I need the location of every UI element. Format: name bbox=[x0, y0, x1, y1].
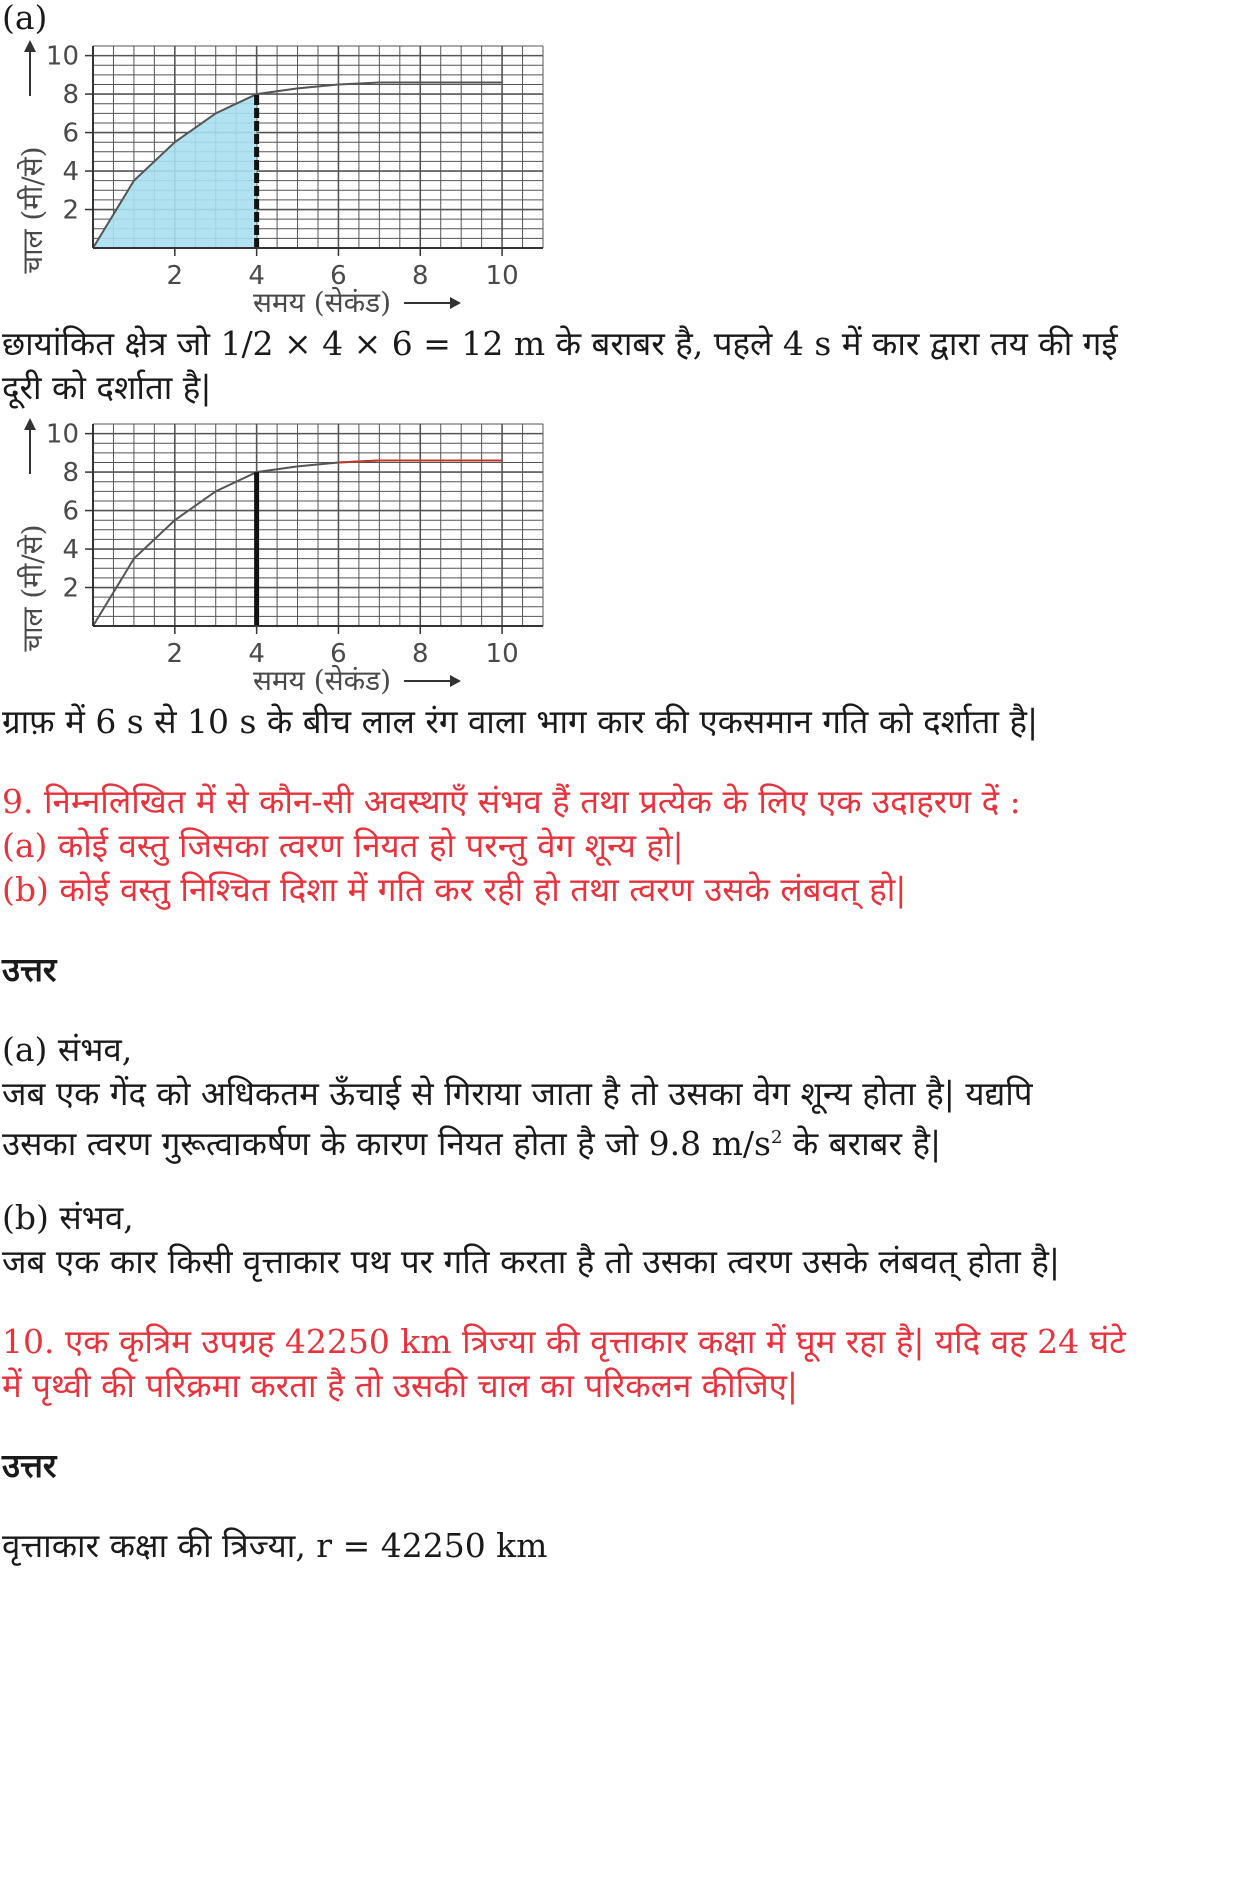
x-axis-arrow-head bbox=[450, 675, 461, 687]
x-tick-label: 10 bbox=[485, 639, 519, 669]
text-a-line2: दूरी को दर्शाता है| bbox=[2, 368, 212, 407]
q9-line1: 9. निम्नलिखित में से कौन-सी अवस्थाएँ संभव हैं तथा प्रत्येक के लिए एक उदाहरण दें : bbox=[2, 782, 1021, 821]
x-tick-label: 10 bbox=[485, 261, 519, 291]
y-axis-label: चाल (मी/से) bbox=[16, 146, 49, 274]
ans9-b-title: (b) संभव, bbox=[2, 1198, 134, 1237]
text-b-line1: ग्राफ़ में 6 s से 10 s के बीच लाल रंग वाला भाग कार की एकसमान गति को दर्शाता है| bbox=[2, 702, 1039, 741]
x-tick-label: 2 bbox=[166, 639, 184, 669]
q10-line2: में पृथ्वी की परिक्रमा करता है तो उसकी चाल का परिकलन कीजिए| bbox=[2, 1366, 799, 1405]
ans9-a-title: (a) संभव, bbox=[2, 1030, 133, 1069]
q9-line2: (a) कोई वस्तु जिसका त्वरण नियत हो परन्तु वेग शून्य हो| bbox=[2, 826, 684, 865]
y-axis-arrow-head bbox=[24, 40, 36, 52]
x-tick-label: 4 bbox=[248, 261, 265, 291]
x-tick-label: 8 bbox=[411, 639, 429, 669]
y-tick-label: 6 bbox=[62, 118, 79, 149]
x-tick-label: 2 bbox=[166, 261, 184, 291]
x-axis-label: समय (सेकंड) bbox=[252, 286, 392, 319]
y-tick-label: 8 bbox=[62, 458, 79, 489]
y-tick-label: 4 bbox=[62, 157, 79, 188]
q10-line1: 10. एक कृत्रिम उपग्रह 42250 km त्रिज्या की वृत्ताकार कक्षा में घूम रहा है| यदि वह 24 घंटे bbox=[2, 1322, 1126, 1361]
x-axis-arrow-head bbox=[450, 297, 461, 309]
ans9-b-line1: जब एक कार किसी वृत्ताकार पथ पर गति करता है तो उसका त्वरण उसके लंबवत् होता है| bbox=[2, 1242, 1060, 1281]
answer-heading-9: उत्तर bbox=[2, 950, 57, 989]
graph-a-label: (a) bbox=[2, 0, 48, 37]
x-tick-label: 8 bbox=[411, 261, 429, 291]
ans9-a-line2: उसका त्वरण गुरूत्वाकर्षण के कारण नियत होता है जो 9.8 $m/s^2$ के बराबर है| bbox=[2, 1124, 942, 1163]
y-tick-label: 2 bbox=[62, 573, 79, 604]
ans10-line1: वृत्ताकार कक्षा की त्रिज्या, r = 42250 km bbox=[2, 1526, 548, 1565]
y-tick-label: 10 bbox=[45, 419, 79, 450]
text-a-line1: छायांकित क्षेत्र जो 1/2 × 4 × 6 = 12 m के बराबर है, पहले 4 s में कार द्वारा तय की गई bbox=[2, 324, 1118, 363]
x-tick-label: 4 bbox=[248, 639, 265, 669]
y-tick-label: 6 bbox=[62, 496, 79, 527]
y-axis-arrow-head bbox=[24, 418, 36, 430]
superscript: 2 bbox=[770, 1127, 783, 1148]
y-tick-label: 2 bbox=[62, 195, 79, 226]
ans9-a-line1: जब एक गेंद को अधिकतम ऊँचाई से गिराया जाता है तो उसका वेग शून्य होता है| यद्यपि bbox=[2, 1074, 1033, 1113]
y-tick-label: 10 bbox=[45, 41, 79, 72]
q9-line3: (b) कोई वस्तु निश्चित दिशा में गति कर रही हो तथा त्वरण उसके लंबवत् हो| bbox=[2, 870, 907, 909]
answer-heading-10: उत्तर bbox=[2, 1446, 57, 1485]
y-tick-label: 8 bbox=[62, 80, 79, 111]
y-tick-label: 4 bbox=[62, 535, 79, 566]
x-axis-label: समय (सेकंड) bbox=[252, 664, 392, 697]
x-tick-label: 6 bbox=[330, 261, 347, 291]
x-tick-label: 6 bbox=[330, 639, 347, 669]
y-axis-label: चाल (मी/से) bbox=[16, 524, 49, 652]
